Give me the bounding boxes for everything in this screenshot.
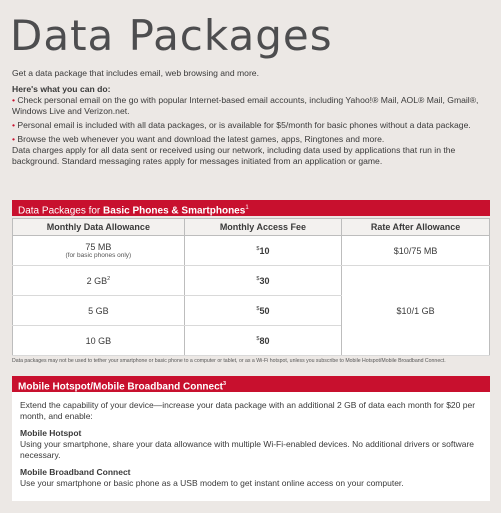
intro-section [12,68,494,167]
hotspot-section [12,376,490,501]
hotspot-title: Mobile Hotspot/Mobile Broadband Connect [18,381,223,393]
dollar-sign: $ [256,335,260,342]
charges-note: Data charges apply for all data sent or received using our network, including data used by applications that run in the background. Standard messaging rates apply for messages initiated from an application or game. [12,145,456,166]
allowance-value: 75 MB [85,242,112,252]
bullet-item: • Personal email is included with all data packages, or is available for $5/month for basic phones without a data package. [12,120,494,131]
allowance-value: 10 GB [85,335,112,346]
fee-value: 30 [259,275,270,286]
hotspot-body [12,392,490,489]
fee-cell [184,266,341,296]
fee-value: 80 [259,335,270,346]
header-rate: Rate After Allowance [342,219,490,236]
allowance-value: 2 GB [86,275,108,286]
banner-prefix: Data Packages for [18,205,104,217]
section-heading: Mobile Hotspot [20,428,82,438]
allowance-cell [13,236,185,266]
allowance-cell [13,266,185,296]
rate-cell: $10/1 GB [342,266,490,356]
allowance-cell [13,296,185,326]
bullet-item: • Check personal email on the go with popular Internet-based email accounts, including Yahoo!® Mail, AOL® Mail, Gmail®, Windows Live and Verizon.net. [12,95,494,117]
fee-cell [184,326,341,356]
table-row [13,236,490,266]
hotspot-title-sup: 3 [223,381,227,387]
rate-cell: $10/75 MB [342,236,490,266]
banner-sup: 1 [245,205,249,211]
page-title: Data Packages [10,11,333,60]
section-text: Use your smartphone or basic phone as a USB modem to get instant online access on your computer. [20,478,404,488]
fee-cell [184,296,341,326]
section-text: Using your smartphone, share your data allowance with multiple Wi-Fi-enabled devices. No additional drivers or software necessary. [20,439,475,460]
dollar-sign: $ [256,245,260,252]
dollar-sign: $ [256,275,260,282]
allowance-footnote: 2 [107,275,111,282]
bullet-item: • Browse the web whenever you want and download the latest games, apps, Ringtones and more. [12,134,494,145]
heres-heading: Here's what you can do: [12,84,111,94]
data-packages-table [12,218,490,356]
table-row [13,266,490,296]
allowance-note: (for basic phones only) [65,252,132,259]
fee-cell [184,236,341,266]
intro-text: Get a data package that includes email, web browsing and more. [12,68,259,78]
fee-value: 10 [259,245,270,256]
table-footnote: Data packages may not be used to tether your smartphone or basic phone to a computer or tablet, or as a Wi-Fi hotspot, unless you subscribe to Mobile Hotspot/Mobile Broadband Connect. [12,358,446,364]
table-header-row [13,219,490,236]
dollar-sign: $ [256,305,260,312]
hotspot-banner [12,376,490,392]
header-fee: Monthly Access Fee [184,219,341,236]
section-heading: Mobile Broadband Connect [20,467,131,477]
banner-bold: Basic Phones & Smartphones [103,205,246,217]
header-allowance: Monthly Data Allowance [13,219,185,236]
allowance-value: 5 GB [88,305,109,316]
table-banner [12,200,490,216]
hotspot-intro: Extend the capability of your device—increase your data package with an additional 2 GB of data each month for $20 per month, and enable: [20,400,476,421]
allowance-cell [13,326,185,356]
fee-value: 50 [259,305,270,316]
